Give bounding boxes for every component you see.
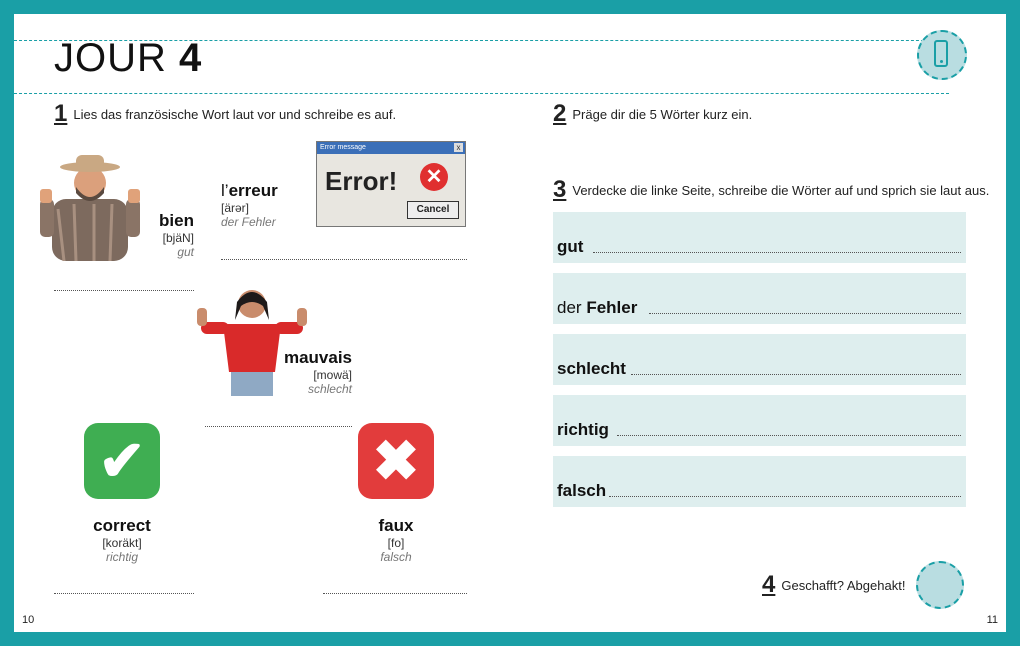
write-line-mauvais[interactable] [205, 426, 352, 427]
write-line-erreur[interactable] [221, 259, 467, 260]
word-phonetic: [mowä] [313, 368, 352, 382]
step-number: 2 [553, 100, 567, 127]
word-french: mauvais [283, 348, 352, 367]
checkmark-icon: ✔ [84, 423, 160, 499]
error-dialog-titlebar [317, 142, 465, 154]
answer-line[interactable] [593, 252, 961, 253]
answer-line[interactable] [617, 435, 961, 436]
answer-line[interactable] [609, 496, 961, 497]
step-text: Verdecke die linke Seite, schreibe die Wörter auf und sprich sie laut aus. [572, 183, 990, 198]
cross-icon: ✖ [358, 423, 434, 499]
step-2 [553, 100, 752, 128]
header-divider-bottom [14, 93, 949, 94]
answer-row[interactable] [553, 334, 966, 385]
word-correct [74, 516, 170, 564]
word-phonetic: [fo] [387, 536, 405, 550]
word-french: faux [378, 516, 414, 535]
error-dialog-image [316, 141, 466, 227]
answer-row[interactable] [553, 395, 966, 446]
step-text: Geschafft? Abgehakt! [781, 578, 906, 593]
error-dialog-title: Error message [320, 144, 366, 151]
step-1 [54, 100, 396, 128]
page-number-right: 11 [986, 614, 998, 626]
answer-row[interactable] [553, 456, 966, 507]
answer-label: schlecht [557, 359, 626, 378]
answer-label: der Fehler [557, 298, 638, 317]
word-german: der Fehler [221, 215, 276, 229]
page-number-left: 10 [22, 614, 35, 626]
answer-label: gut [557, 237, 584, 256]
word-faux [348, 516, 444, 564]
step-number: 3 [553, 176, 567, 203]
step-text: Lies das französische Wort laut vor und schreibe es auf. [73, 107, 397, 122]
word-german: richtig [105, 550, 138, 564]
answer-label: richtig [557, 420, 609, 439]
word-mauvais [274, 348, 352, 396]
checkoff-circle[interactable] [916, 561, 964, 609]
word-phonetic: [bjäN] [162, 231, 194, 245]
word-french: erreur [228, 181, 278, 200]
step-number: 4 [762, 571, 776, 598]
answer-row[interactable] [553, 212, 966, 263]
step-number: 1 [54, 100, 68, 127]
write-line-correct[interactable] [54, 593, 194, 594]
word-phonetic: [koräkt] [102, 536, 142, 550]
answer-line[interactable] [631, 374, 961, 375]
word-french: correct [93, 516, 151, 535]
word-german: falsch [380, 550, 412, 564]
error-dialog-text: Error! [325, 166, 398, 196]
word-french: bien [159, 211, 194, 230]
word-phonetic: [ärər] [221, 201, 250, 215]
workbook-page [14, 14, 1006, 632]
page-title: JOUR 4 [54, 36, 203, 80]
word-erreur [221, 181, 278, 229]
phone-badge [917, 30, 967, 80]
word-german: gut [177, 245, 194, 259]
step-text: Präge dir die 5 Wörter kurz ein. [572, 107, 753, 122]
answer-label: falsch [557, 481, 607, 500]
phone-icon [934, 40, 948, 67]
error-x-icon: ✕ [420, 163, 448, 191]
word-german: schlecht [307, 382, 352, 396]
step-4 [762, 571, 905, 599]
word-article: l’ [221, 181, 229, 200]
word-bien [114, 211, 194, 259]
step-3 [553, 176, 989, 204]
write-line-faux[interactable] [323, 593, 467, 594]
write-line-bien[interactable] [54, 290, 194, 291]
answer-line[interactable] [649, 313, 961, 314]
close-icon: x [454, 143, 463, 152]
answer-row[interactable] [553, 273, 966, 324]
error-cancel-button: Cancel [407, 201, 459, 219]
